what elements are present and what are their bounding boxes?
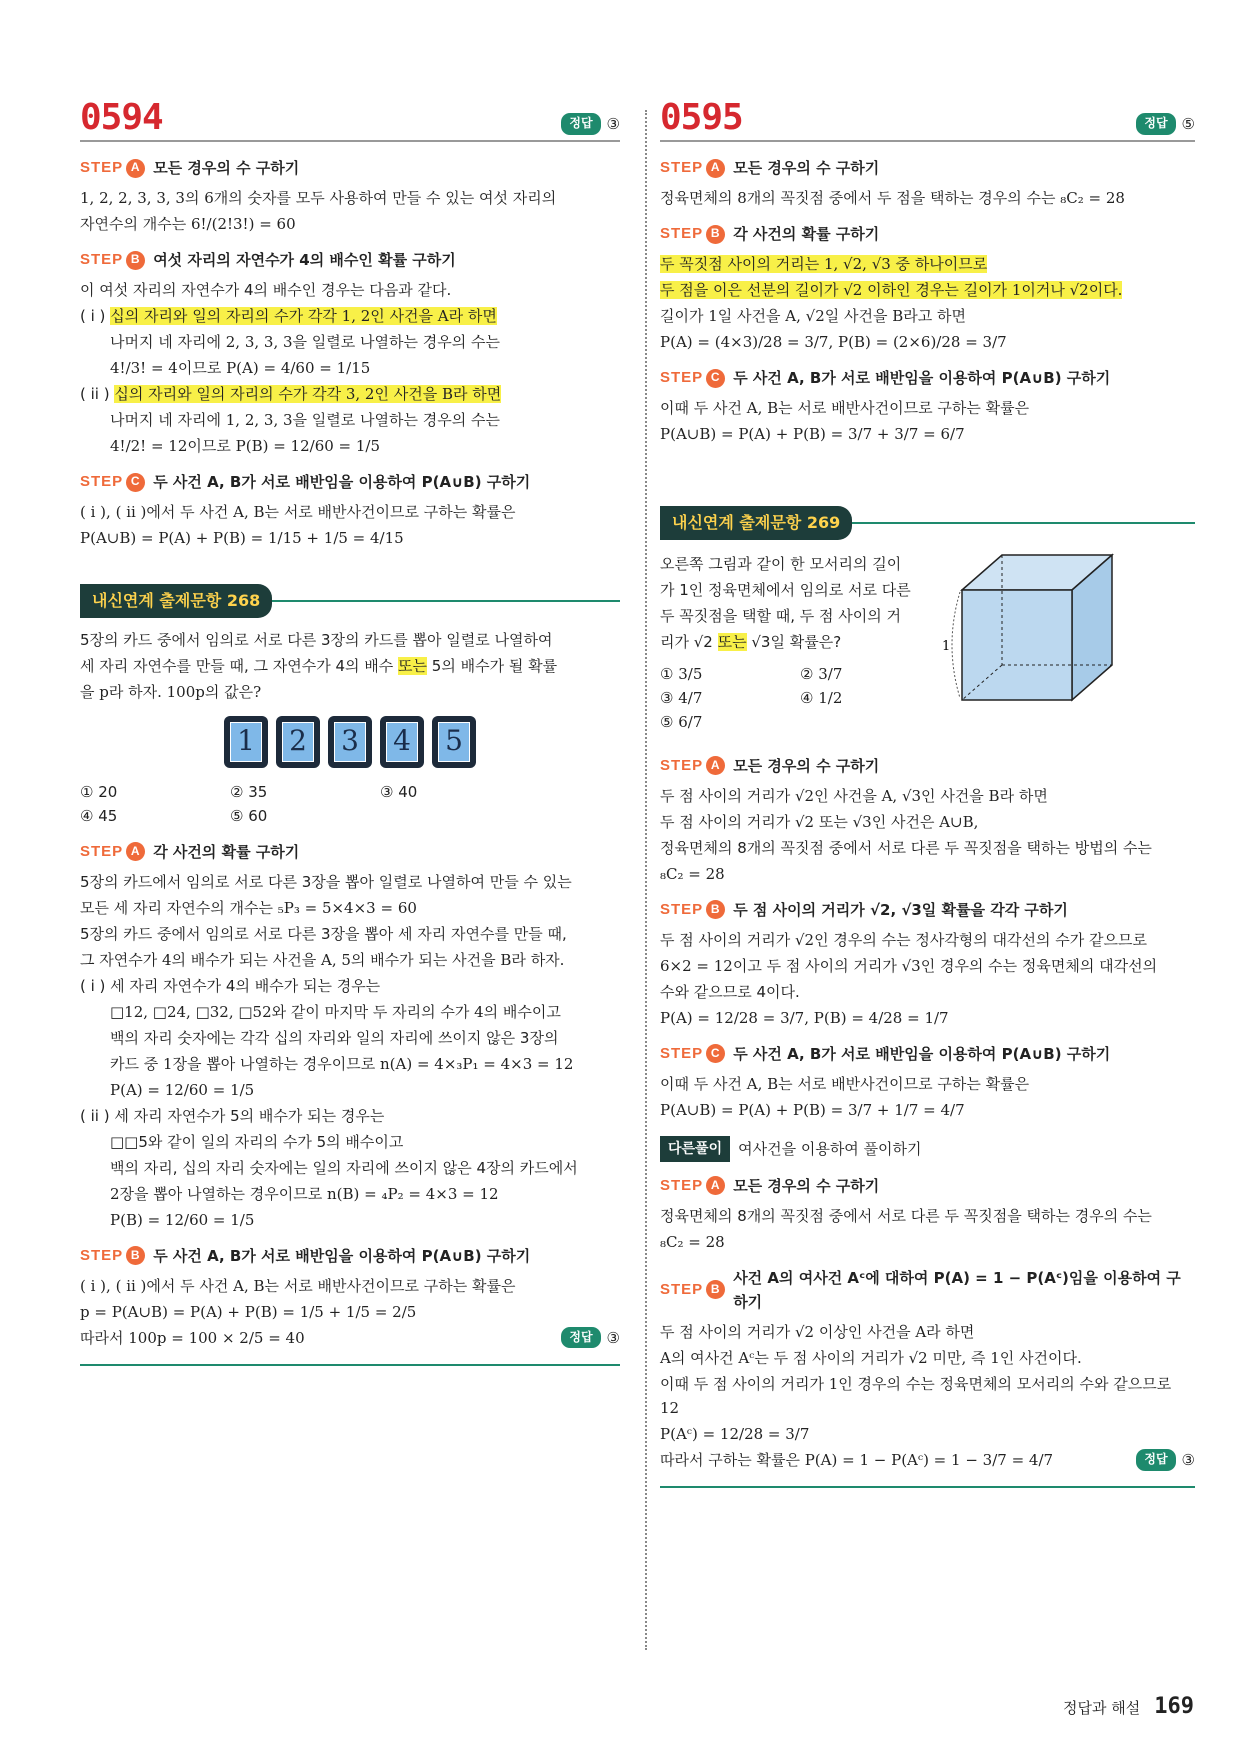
step-title: 여섯 자리의 자연수가 4의 배수인 확률 구하기 bbox=[153, 251, 456, 269]
step-letter-icon: B bbox=[706, 900, 725, 919]
text-line bbox=[660, 278, 1195, 302]
banner-number: 269 bbox=[806, 513, 841, 532]
step-title: 모든 경우의 수 구하기 bbox=[153, 159, 300, 177]
step-tag bbox=[660, 366, 725, 390]
highlighted-text: 두 꼭짓점 사이의 거리는 1, √2, √3 중 하나이므로 bbox=[660, 255, 988, 273]
text-line bbox=[660, 1448, 1195, 1472]
step-title: 사건 A의 여사건 Aᶜ에 대하여 P(A) = 1 − P(Aᶜ)임을 이용하여 구하기 bbox=[733, 1268, 1181, 1311]
step-c-heading bbox=[80, 470, 620, 494]
text-line: 두 점 사이의 거리가 √2인 경우의 수는 정사각형의 대각선의 수가 같으므로 bbox=[660, 930, 1147, 949]
step-label: STEP bbox=[660, 756, 704, 774]
text-line: 5장의 카드에서 임의로 서로 다른 3장을 뽑아 일렬로 나열하여 만들 수 있는 bbox=[80, 872, 572, 891]
problem-header bbox=[660, 97, 1195, 142]
answer-badge bbox=[561, 112, 620, 136]
step-tag bbox=[80, 840, 145, 864]
text-line: 정육면체의 8개의 꼭짓점 중에서 두 점을 택하는 경우의 수는 ₈C₂ = 28 bbox=[660, 189, 1125, 207]
linked-question-banner bbox=[80, 584, 620, 618]
text-line: 가 1인 정육면체에서 임의로 서로 다른 bbox=[660, 580, 911, 599]
text-line: 2장을 뽑아 나열하는 경우이므로 n(B) = ₄P₂ = 4×3 = 12 bbox=[110, 1184, 499, 1203]
step-letter-icon: A bbox=[126, 159, 145, 178]
text-line: ( i ), ( ii )에서 두 사건 A, B는 서로 배반사건이므로 구하는 확률은 bbox=[80, 1276, 516, 1295]
answer-tag: 정답 bbox=[1136, 113, 1175, 134]
step-label: STEP bbox=[660, 369, 704, 386]
choice-5: ⑤ 6/7 bbox=[660, 712, 703, 731]
step-label: STEP bbox=[80, 473, 124, 490]
step-letter-icon: B bbox=[706, 1280, 725, 1299]
text-line: 모든 세 자리 자연수의 개수는 ₅P₃ = 5×4×3 = 60 bbox=[80, 898, 417, 917]
question-box bbox=[660, 550, 1195, 742]
text-line: □12, □24, □32, □52와 같이 마지막 두 자리의 수가 4의 배수이고 bbox=[110, 1002, 561, 1021]
text-line: 오른쪽 그림과 같이 한 모서리의 길이 bbox=[660, 554, 902, 573]
step-letter-icon: A bbox=[706, 756, 725, 775]
linked-question-tag bbox=[80, 584, 272, 618]
text-line: 이때 두 사건 A, B는 서로 배반사건이므로 구하는 확률은 bbox=[660, 1074, 1030, 1093]
sol-step-b-heading bbox=[660, 898, 1195, 922]
card-number: 1 bbox=[230, 722, 262, 762]
answer-tag: 정답 bbox=[1136, 1449, 1175, 1470]
choice-3: ③ 4/7 bbox=[660, 688, 703, 707]
choice-4: ④ 45 bbox=[80, 806, 118, 825]
choice-4: ④ 1/2 bbox=[800, 688, 843, 707]
step-label: STEP bbox=[80, 842, 124, 860]
step-letter-icon: B bbox=[126, 251, 145, 270]
step-label: STEP bbox=[660, 1176, 704, 1194]
banner-line bbox=[852, 522, 1195, 524]
text-line: P(Aᶜ) = 12/28 = 3/7 bbox=[660, 1424, 810, 1443]
step-letter-icon: A bbox=[706, 159, 725, 178]
sol-step-a-heading bbox=[660, 754, 1195, 778]
text-line: 두 점 사이의 거리가 √2 또는 √3인 사건은 A∪B, bbox=[660, 812, 979, 831]
step-title: 두 점 사이의 거리가 √2, √3일 확률을 각각 구하기 bbox=[733, 900, 1068, 919]
text-line bbox=[80, 382, 620, 406]
step-title: 모든 경우의 수 구하기 bbox=[733, 159, 880, 177]
step-label: STEP bbox=[80, 251, 124, 268]
text-line: 이때 두 점 사이의 거리가 1인 경우의 수는 정육면체의 모서리의 수와 같으므로 12 bbox=[660, 1374, 1172, 1417]
page-number: 169 bbox=[1154, 1693, 1194, 1719]
step-letter-icon: C bbox=[126, 473, 145, 492]
text-line: 정육면체의 8개의 꼭짓점 중에서 서로 다른 두 꼭짓점을 택하는 방법의 수는 bbox=[660, 838, 1152, 857]
alt-title: 여사건을 이용하여 풀이하기 bbox=[738, 1139, 922, 1158]
text-line: P(A∪B) = P(A) + P(B) = 3/7 + 1/7 = 4/7 bbox=[660, 1100, 965, 1119]
highlighted-text: 또는 bbox=[398, 656, 428, 675]
text-line: P(A) = 12/60 = 1/5 bbox=[110, 1080, 255, 1099]
text-line: 이 여섯 자리의 자연수가 4의 배수인 경우는 다음과 같다. bbox=[80, 281, 452, 299]
step-label: STEP bbox=[80, 159, 124, 176]
text-line: P(A) = 12/28 = 3/7, P(B) = 4/28 = 1/7 bbox=[660, 1008, 949, 1027]
text-line: 수와 같으므로 4이다. bbox=[660, 982, 800, 1001]
text-line: 이때 두 사건 A, B는 서로 배반사건이므로 구하는 확률은 bbox=[660, 399, 1030, 417]
linked-question-banner bbox=[660, 506, 1195, 540]
banner-line bbox=[272, 600, 620, 602]
text-span: 세 자리 자연수를 만들 때, 그 자연수가 4의 배수 bbox=[80, 656, 399, 675]
banner-label: 내신연계 bbox=[672, 513, 734, 532]
sol-step-c-heading bbox=[660, 1042, 1195, 1066]
text-line bbox=[80, 304, 620, 328]
banner-sub: 출제문항 bbox=[739, 513, 802, 532]
highlighted-text: 또는 bbox=[717, 632, 747, 651]
step-title: 두 사건 A, B가 서로 배반임을 이용하여 P(A∪B) 구하기 bbox=[733, 369, 1111, 387]
answer-value: ⑤ bbox=[1181, 115, 1195, 133]
text-line: 4!/3! = 4이므로 P(A) = 4/60 = 1/15 bbox=[110, 359, 371, 377]
answer-tag: 정답 bbox=[561, 1327, 600, 1348]
item-label: ( i ) bbox=[80, 307, 106, 325]
column-divider bbox=[645, 110, 647, 1650]
section-end-line bbox=[80, 1364, 620, 1366]
alt-step-a-heading bbox=[660, 1174, 1195, 1198]
step-tag bbox=[660, 1174, 725, 1198]
step-letter-icon: B bbox=[126, 1246, 145, 1265]
step-letter-icon: B bbox=[706, 225, 725, 244]
text-line: ₈C₂ = 28 bbox=[660, 1232, 725, 1251]
step-title: 모든 경우의 수 구하기 bbox=[733, 756, 880, 775]
text-line: p = P(A∪B) = P(A) + P(B) = 1/5 + 1/5 = 2/5 bbox=[80, 1302, 417, 1321]
text-line: ₈C₂ = 28 bbox=[660, 864, 725, 883]
step-label: STEP bbox=[660, 225, 704, 242]
answer-badge bbox=[1136, 1448, 1195, 1472]
cube-diagram bbox=[942, 550, 1142, 710]
highlighted-text: 두 점을 이은 선분의 길이가 √2 이하인 경우는 길이가 1이거나 √2이다. bbox=[660, 281, 1123, 299]
text-span: 5의 배수가 될 확률 bbox=[427, 656, 558, 675]
choice-3: ③ 40 bbox=[380, 782, 418, 801]
step-title: 두 사건 A, B가 서로 배반임을 이용하여 P(A∪B) 구하기 bbox=[153, 1246, 531, 1265]
choice-2: ② 3/7 bbox=[800, 664, 843, 683]
answer-badge bbox=[1136, 112, 1195, 136]
banner-sub: 출제문항 bbox=[159, 591, 222, 610]
step-title: 두 사건 A, B가 서로 배반임을 이용하여 P(A∪B) 구하기 bbox=[153, 473, 531, 491]
answer-value: ③ bbox=[606, 115, 620, 133]
step-label: STEP bbox=[660, 159, 704, 176]
text-line: 백의 자리 숫자에는 각각 십의 자리와 일의 자리에 쓰이지 않은 3장의 bbox=[110, 1028, 559, 1047]
card-number: 2 bbox=[282, 722, 314, 762]
text-line: 1, 2, 2, 3, 3, 3의 6개의 숫자를 모두 사용하여 만들 수 있는 여섯 자리의 bbox=[80, 189, 557, 207]
text-line: P(A∪B) = P(A) + P(B) = 3/7 + 3/7 = 6/7 bbox=[660, 425, 965, 443]
number-card bbox=[380, 716, 424, 768]
alt-step-b-heading bbox=[660, 1266, 1195, 1314]
text-line: 5장의 카드 중에서 임의로 서로 다른 3장의 카드를 뽑아 일렬로 나열하여 bbox=[80, 630, 553, 649]
answer-tag: 정답 bbox=[561, 113, 600, 134]
sol-step-a-heading bbox=[80, 840, 620, 864]
card-number: 5 bbox=[438, 722, 470, 762]
text-line: 나머지 네 자리에 2, 3, 3, 3을 일렬로 나열하는 경우의 수는 bbox=[110, 333, 500, 351]
text-line: 두 점 사이의 거리가 √2인 사건을 A, √3인 사건을 B라 하면 bbox=[660, 786, 1048, 805]
question-text bbox=[660, 550, 930, 742]
text-span: √3일 확률은? bbox=[746, 632, 842, 651]
right-column bbox=[660, 97, 1195, 1488]
edge-length-arc bbox=[952, 592, 960, 698]
text-line: 을 p라 하자. 100p의 값은? bbox=[80, 682, 262, 701]
answer-value: ③ bbox=[606, 1328, 620, 1347]
step-label: STEP bbox=[80, 1246, 124, 1264]
answer-value: ③ bbox=[1181, 1450, 1195, 1469]
step-label: STEP bbox=[660, 1044, 704, 1062]
text-line: P(A) = (4×3)/28 = 3/7, P(B) = (2×6)/28 = 3/7 bbox=[660, 333, 1007, 351]
step-b-heading bbox=[80, 248, 620, 272]
step-tag bbox=[660, 156, 725, 180]
text-line bbox=[660, 630, 930, 654]
step-tag bbox=[660, 1042, 725, 1066]
text-line: P(A∪B) = P(A) + P(B) = 1/15 + 1/5 = 4/15 bbox=[80, 529, 404, 547]
step-tag bbox=[660, 898, 725, 922]
step-letter-icon: C bbox=[706, 1044, 725, 1063]
sol-step-b-heading bbox=[80, 1244, 620, 1268]
text-line bbox=[660, 252, 1195, 276]
section-end-line bbox=[660, 1486, 1195, 1488]
text-line: ( ii ) 세 자리 자연수가 5의 배수가 되는 경우는 bbox=[80, 1106, 385, 1125]
choice-1: ① 3/5 bbox=[660, 664, 703, 683]
cube-front-face bbox=[962, 590, 1072, 700]
step-letter-icon: A bbox=[126, 842, 145, 861]
text-line: 두 꼭짓점을 택할 때, 두 점 사이의 거 bbox=[660, 606, 902, 625]
step-title: 두 사건 A, B가 서로 배반임을 이용하여 P(A∪B) 구하기 bbox=[733, 1044, 1111, 1063]
number-card bbox=[432, 716, 476, 768]
step-tag bbox=[660, 1278, 725, 1302]
text-span: 따라서 100p = 100 × 2/5 = 40 bbox=[80, 1328, 305, 1347]
card-number: 4 bbox=[386, 722, 418, 762]
left-column bbox=[80, 97, 620, 1366]
step-tag bbox=[80, 1244, 145, 1268]
text-line: 5장의 카드 중에서 임의로 서로 다른 3장을 뽑아 세 자리 자연수를 만들 때, bbox=[80, 924, 567, 943]
number-card bbox=[276, 716, 320, 768]
step-label: STEP bbox=[660, 900, 704, 918]
step-c-heading bbox=[660, 366, 1195, 390]
step-tag bbox=[80, 156, 145, 180]
text-line bbox=[80, 654, 620, 678]
choice-2: ② 35 bbox=[230, 782, 268, 801]
problem-number: 0595 bbox=[660, 97, 743, 138]
number-cards bbox=[80, 716, 620, 768]
text-line: ( i ), ( ii )에서 두 사건 A, B는 서로 배반사건이므로 구하는 확률은 bbox=[80, 503, 516, 521]
text-line: ( i ) 세 자리 자연수가 4의 배수가 되는 경우는 bbox=[80, 976, 381, 995]
page-footer bbox=[1063, 1689, 1194, 1724]
text-line: 두 점 사이의 거리가 √2 이상인 사건을 A라 하면 bbox=[660, 1322, 975, 1341]
text-line: 나머지 네 자리에 1, 2, 3, 3을 일렬로 나열하는 경우의 수는 bbox=[110, 411, 500, 429]
text-line: □□5와 같이 일의 자리의 수가 5의 배수이고 bbox=[110, 1132, 404, 1151]
text-line: 그 자연수가 4의 배수가 되는 사건을 A, 5의 배수가 되는 사건을 B라 하자. bbox=[80, 950, 565, 969]
alt-tag: 다른풀이 bbox=[660, 1136, 730, 1162]
text-line: 자연수의 개수는 6!/(2!3!) = 60 bbox=[80, 215, 296, 233]
step-b-heading bbox=[660, 222, 1195, 246]
problem-number: 0594 bbox=[80, 97, 163, 138]
step-tag bbox=[80, 470, 145, 494]
step-label: STEP bbox=[660, 1280, 704, 1298]
step-tag bbox=[660, 222, 725, 246]
text-line: 6×2 = 12이고 두 점 사이의 거리가 √3인 경우의 수는 정육면체의 대각선의 bbox=[660, 956, 1158, 975]
highlighted-text: 십의 자리와 일의 자리의 수가 각각 1, 2인 사건을 A라 하면 bbox=[110, 307, 497, 325]
problem-header bbox=[80, 97, 620, 142]
edge-length-label: 1 bbox=[942, 638, 951, 654]
answer-choices bbox=[660, 662, 930, 734]
footer-label: 정답과 해설 bbox=[1063, 1698, 1141, 1717]
step-tag bbox=[660, 754, 725, 778]
answer-badge bbox=[561, 1326, 620, 1350]
highlighted-text: 십의 자리와 일의 자리의 수가 각각 3, 2인 사건을 B라 하면 bbox=[114, 385, 502, 403]
linked-question-tag bbox=[660, 506, 852, 540]
text-span: 리가 √2 bbox=[660, 632, 718, 651]
step-title: 각 사건의 확률 구하기 bbox=[733, 225, 880, 243]
number-card bbox=[224, 716, 268, 768]
card-number: 3 bbox=[334, 722, 366, 762]
step-tag bbox=[80, 248, 145, 272]
step-a-heading bbox=[660, 156, 1195, 180]
banner-number: 268 bbox=[226, 591, 261, 610]
text-line: 카드 중 1장을 뽑아 나열하는 경우이므로 n(A) = 4×₃P₁ = 4×3 = 12 bbox=[110, 1054, 574, 1073]
answer-choices bbox=[80, 780, 620, 828]
choice-5: ⑤ 60 bbox=[230, 806, 268, 825]
item-label: ( ii ) bbox=[80, 385, 110, 403]
banner-label: 내신연계 bbox=[92, 591, 154, 610]
choice-1: ① 20 bbox=[80, 782, 118, 801]
text-line: P(B) = 12/60 = 1/5 bbox=[110, 1210, 255, 1229]
alternative-solution-heading bbox=[660, 1136, 1195, 1162]
text-line: 백의 자리, 십의 자리 숫자에는 일의 자리에 쓰이지 않은 4장의 카드에서 bbox=[110, 1158, 578, 1177]
step-title: 각 사건의 확률 구하기 bbox=[153, 842, 300, 861]
step-a-heading bbox=[80, 156, 620, 180]
text-span: 따라서 구하는 확률은 P(A) = 1 − P(Aᶜ) = 1 − 3/7 = 4/7 bbox=[660, 1450, 1054, 1469]
step-title: 모든 경우의 수 구하기 bbox=[733, 1176, 880, 1195]
step-letter-icon: A bbox=[706, 1176, 725, 1195]
text-line: A의 여사건 Aᶜ는 두 점 사이의 거리가 √2 미만, 즉 1인 사건이다. bbox=[660, 1348, 1082, 1367]
text-line: 4!/2! = 12이므로 P(B) = 12/60 = 1/5 bbox=[110, 437, 381, 455]
number-card bbox=[328, 716, 372, 768]
text-line bbox=[80, 1326, 620, 1350]
text-line: 정육면체의 8개의 꼭짓점 중에서 서로 다른 두 꼭짓점을 택하는 경우의 수는 bbox=[660, 1206, 1152, 1225]
step-letter-icon: C bbox=[706, 369, 725, 388]
text-line: 길이가 1일 사건을 A, √2일 사건을 B라고 하면 bbox=[660, 307, 966, 325]
